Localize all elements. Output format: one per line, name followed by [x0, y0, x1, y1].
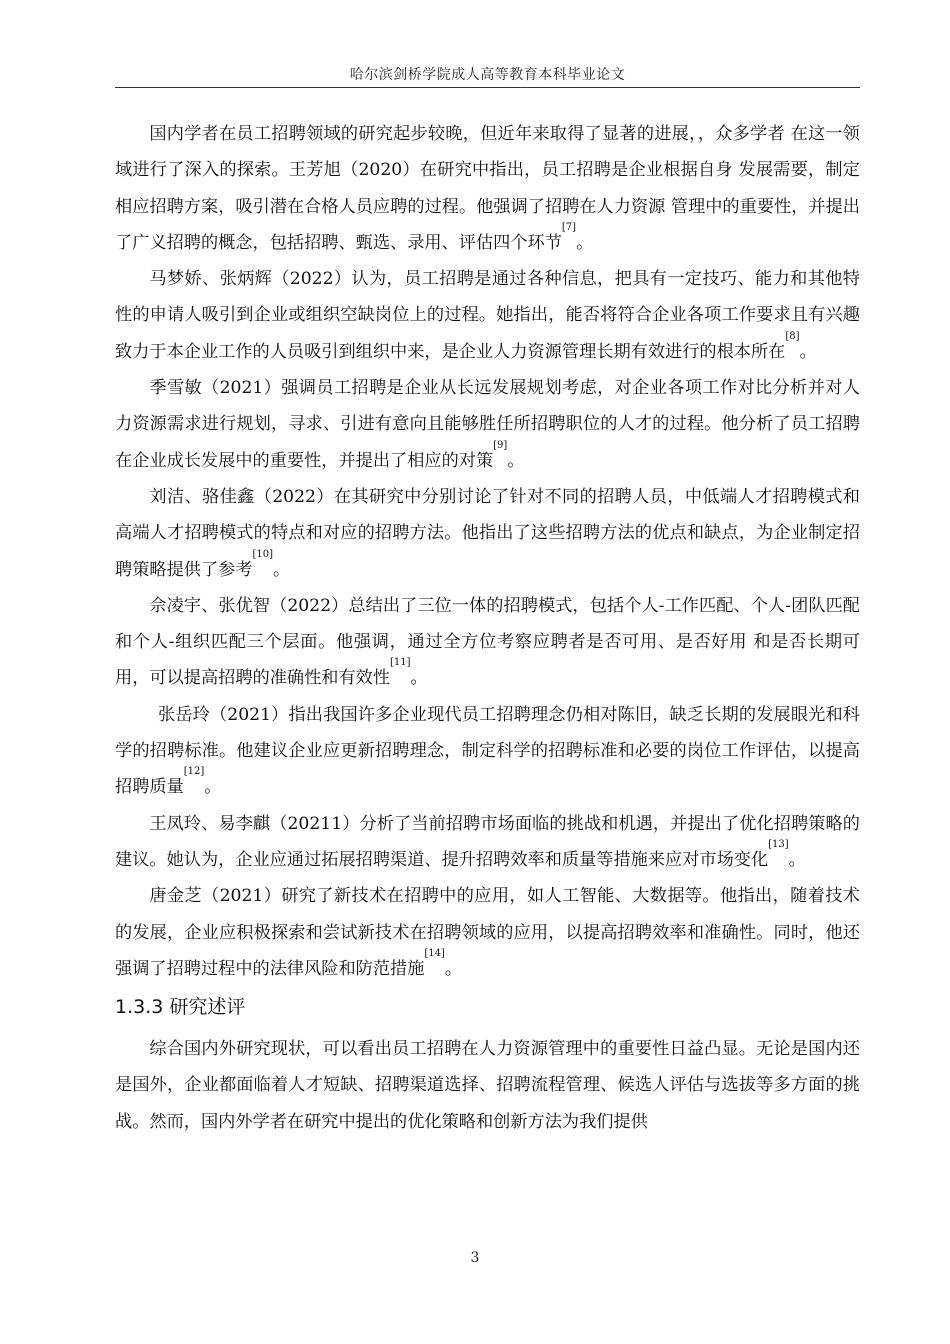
citation-ref: [12]	[183, 766, 205, 778]
citation-ref: [8]	[785, 330, 800, 342]
paragraph-text: 马梦娇、张炳辉（2022）认为，员工招聘是通过各种信息，把具有一定技巧、能力和其他特性的申请人吸引到企业或组织空缺岗位上的过程。她指出，能否将符合企业各项工作要求且有兴趣致力于本企业工作的人员吸引到组织中来，是企业人力资源管理长期有效进行的根本所在	[115, 269, 860, 362]
paragraph-end: 。	[410, 668, 428, 689]
paragraph-ji	[115, 370, 860, 479]
paragraph-end: 。	[444, 958, 463, 979]
citation-ref: [7]	[561, 221, 577, 233]
paragraph-end: 。	[204, 777, 222, 798]
paragraph-tang	[115, 878, 860, 987]
citation-ref: [14]	[424, 947, 445, 959]
paragraph-text: 刘洁、骆佳鑫（2022）在其研究中分别讨论了针对不同的招聘人员，中低端人才招聘模式和高端人才招聘模式的特点和对应的招聘方法。他指出了这些招聘方法的优点和缺点，为企业制定招聘策略提供了参考	[115, 486, 860, 580]
citation-ref: [10]	[252, 548, 274, 560]
paragraph-end: 。	[576, 232, 594, 253]
paragraph-domestic-research	[115, 116, 860, 261]
paragraph-end: 。	[799, 341, 817, 362]
page-header-title: 哈尔滨剑桥学院成人高等教育本科毕业论文	[349, 67, 626, 83]
page-body	[115, 116, 860, 1140]
paragraph-text: 季雪敏（2021）强调员工招聘是企业从长远发展规划考虑，对企业各项工作对比分析并对人力资源需求进行规划，寻求、引进有意向且能够胜任所招聘职位的人才的过程。他分析了员工招聘在企业成长发展中的重要性，并提出了相应的对策	[115, 378, 860, 471]
paragraph-end: 。	[507, 450, 525, 471]
paragraph-ma-zhang	[115, 261, 860, 370]
paragraph-text: 张岳玲（2021）指出我国许多企业现代员工招聘理念仍相对陈旧，缺乏长期的发展眼光和科学的招聘标准。他建议企业应更新招聘理念，制定科学的招聘标准和必要的岗位工作评估，以提高招聘质量	[115, 704, 860, 798]
paragraph-text: 王凤玲、易李麒（20211）分析了当前招聘市场面临的挑战和机遇，并提出了优化招聘策略的建议。她认为，企业应通过拓展招聘渠道、提升招聘效率和质量等措施来应对市场变化	[115, 813, 860, 870]
paragraph-text: 唐金芝（2021）研究了新技术在招聘中的应用，如人工智能、大数据等。他指出，随着技术的发展，企业应积极探索和尝试新技术在招聘领域的应用，以提高招聘效率和准确性。同时，他还强调了招聘过程中的法律风险和防范措施	[115, 886, 860, 979]
paragraph-liu-luo	[115, 479, 860, 588]
paragraph-review: 综合国内外研究现状，可以看出员工招聘在人力资源管理中的重要性日益凸显。无论是国内还是国外，企业都面临着人才短缺、招聘渠道选择、招聘流程管理、候选人评估与选拔等多方面的挑战。然而，国内外学者在研究中提出的优化策略和创新方法为我们提供	[115, 1039, 860, 1132]
header-divider	[115, 87, 860, 88]
paragraph-end: 。	[788, 849, 806, 870]
paragraph-text: 佘凌宇、张优智（2022）总结出了三位一体的招聘模式，包括个人-工作匹配、个人-团队匹配和个人-组织匹配三个层面。他强调，通过全方位考察应聘者是否可用、是否好用 和是否长期可用，可以提高招聘的准确性和有效性	[115, 595, 860, 689]
paragraph-she-zhang	[115, 588, 860, 697]
paragraph-wang-yi	[115, 806, 860, 879]
paragraph-end: 。	[273, 559, 291, 580]
citation-ref: [13]	[768, 838, 789, 850]
citation-ref: [9]	[493, 439, 508, 451]
paragraph-text: 国内学者在员工招聘领域的研究起步较晚，但近年来取得了显著的进展，，众多学者 在这一领域进行了深入的探索。王芳旭（2020）在研究中指出，员工招聘是企业根据自身 发展需要，制定相应招聘方案，吸引潜在合格人员应聘的过程。他强调了招聘在人力资源 管理中的重要性，并提出了广义招聘的概念，包括招聘、甄选、录用、评估四个环节	[115, 124, 860, 253]
paragraph-zhang-yueling	[115, 697, 860, 806]
citation-ref: [11]	[390, 657, 411, 669]
page-number: 3	[470, 1250, 480, 1266]
section-heading: 1.3.3 研究述评	[115, 996, 246, 1019]
